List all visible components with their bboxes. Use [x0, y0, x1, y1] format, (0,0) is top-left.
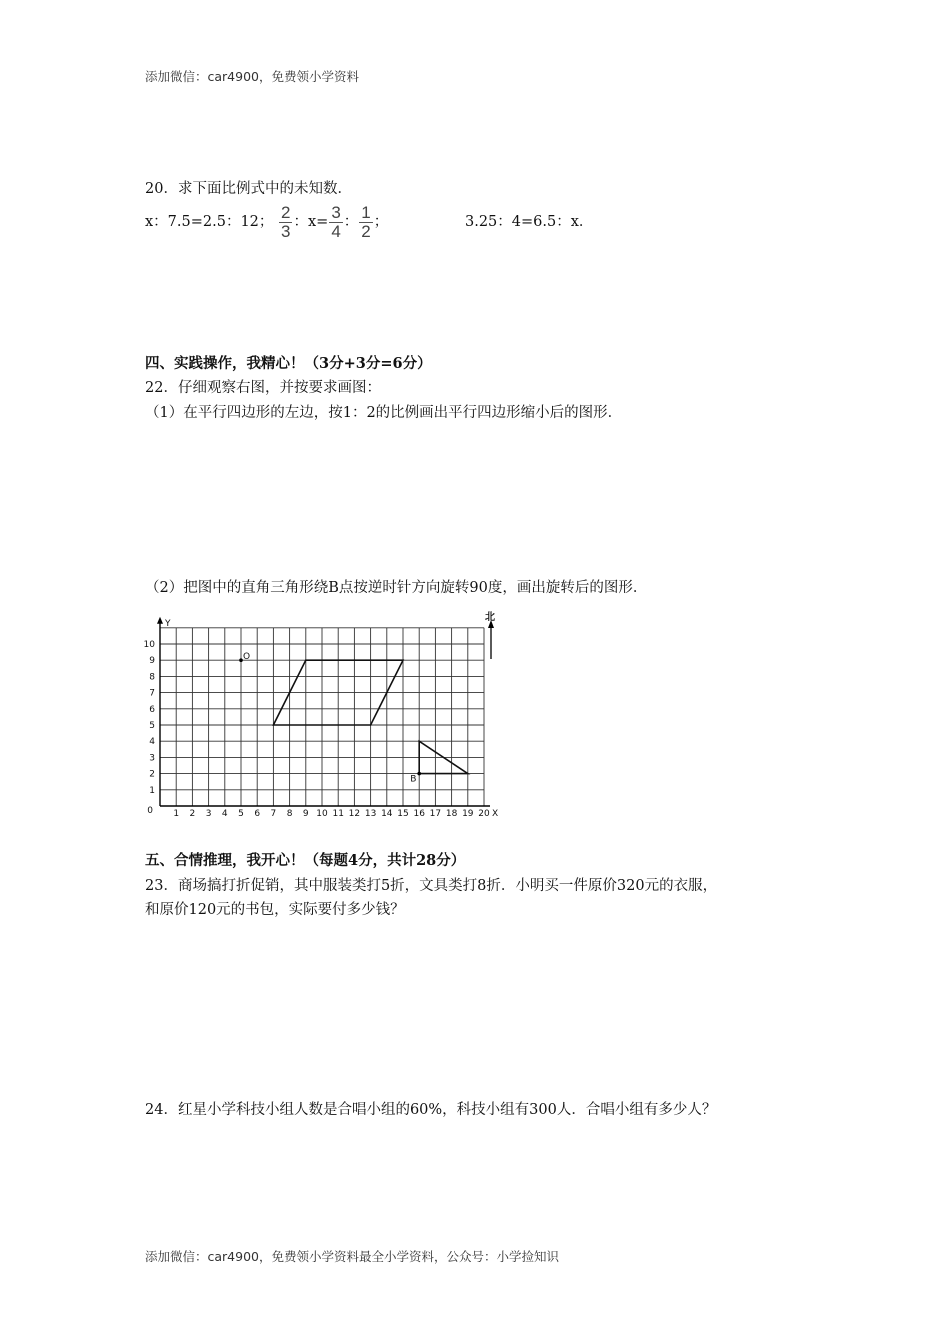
q20-eq2-end: ； — [373, 214, 389, 230]
fraction-1-2: $\frac{1}{2}$ — [361, 202, 371, 241]
coordinate-grid-figure — [140, 602, 510, 820]
x-tick-label: 19 — [462, 809, 474, 819]
q22-part2: （2）把图中的直角三角形绕B点按逆时针方向旋转90度，画出旋转后的图形． — [145, 580, 648, 596]
page-footer: 添加微信：car4900，免费领小学资料最全小学资料，公众号：小学捡知识 — [145, 1249, 559, 1264]
y-tick-label: 8 — [149, 672, 155, 683]
q20-eq1: x：7.5=2.5：12； — [145, 214, 274, 230]
q22-part1: （1）在平行四边形的左边，按1：2的比例画出平行四边形缩小后的图形． — [145, 405, 623, 421]
point-b — [417, 772, 421, 776]
q20-eq2-colon: ： — [343, 214, 359, 230]
y-tick-label: 5 — [149, 721, 155, 731]
x-tick-label: 14 — [381, 809, 393, 819]
axis-labels — [144, 611, 499, 819]
q20-eq3: 3.25：4=6.5：x． — [465, 214, 594, 230]
x-tick-label: 16 — [413, 809, 425, 819]
y-tick-label: 10 — [143, 640, 155, 650]
x-tick-label: 15 — [397, 809, 409, 819]
y-tick-label: 1 — [149, 785, 155, 796]
y-tick-label: 4 — [149, 737, 155, 748]
x-tick-label: 4 — [221, 809, 228, 819]
x-tick-label: 13 — [364, 809, 377, 819]
north-label: 北 — [485, 612, 495, 623]
q23-line1: 23．商场搞打折促销，其中服装类打5折，文具类打8折．小明买一件原价320元的衣服， — [145, 878, 718, 894]
x-tick-label: 3 — [205, 809, 212, 819]
x-tick-label: 5 — [238, 809, 244, 819]
x-tick-label: 7 — [270, 809, 277, 819]
axes — [157, 617, 494, 806]
q20-title: 20．求下面比例式中的未知数． — [145, 181, 352, 197]
x-axis-label: X — [492, 809, 499, 819]
x-tick-label: 2 — [189, 809, 196, 819]
x-tick-label: 10 — [316, 809, 328, 819]
point-b-label: B — [410, 774, 417, 785]
fraction-3-4: $\frac{3}{4}$ — [331, 202, 341, 241]
y-tick-label: 3 — [149, 753, 155, 764]
y-tick-label: 6 — [149, 704, 155, 715]
x-tick-label: 20 — [478, 809, 490, 819]
y-tick-label: 2 — [149, 769, 155, 780]
x-tick-label: 12 — [348, 809, 361, 819]
section5-heading: 五、合情推理，我开心！（每题4分，共计28分） — [145, 852, 466, 869]
y-axis-label: Y — [165, 618, 171, 629]
q20-equations — [145, 200, 388, 244]
q22-title: 22．仔细观察右图，并按要求画图： — [145, 380, 381, 396]
x-tick-label: 17 — [429, 809, 442, 819]
x-tick-label: 18 — [445, 809, 458, 819]
point-o-label: O — [243, 652, 251, 663]
y-tick-label: 9 — [149, 656, 155, 667]
origin-label: 0 — [147, 806, 153, 816]
page-header: 添加微信：car4900，免费领小学资料 — [145, 69, 359, 84]
x-tick-label: 9 — [302, 809, 309, 819]
section4-heading: 四、实践操作，我精心！（3分+3分=6分） — [145, 355, 432, 372]
x-tick-label: 1 — [173, 809, 180, 819]
y-tick-label: 7 — [149, 688, 155, 699]
x-tick-label: 6 — [254, 809, 261, 819]
fraction-2-3: $\frac{2}{3}$ — [281, 202, 291, 241]
y-axis-arrow-icon — [157, 617, 163, 624]
x-tick-label: 8 — [286, 809, 293, 819]
grid-lines — [160, 628, 484, 806]
q24: 24．红星小学科技小组人数是合唱小组的60%，科技小组有300人．合唱小组有多少人？ — [145, 1102, 717, 1118]
q20-eq2-part: ：x= — [293, 214, 329, 230]
q23-line2: 和原价120元的书包，实际要付多少钱？ — [145, 902, 405, 918]
x-tick-label: 11 — [332, 809, 344, 819]
